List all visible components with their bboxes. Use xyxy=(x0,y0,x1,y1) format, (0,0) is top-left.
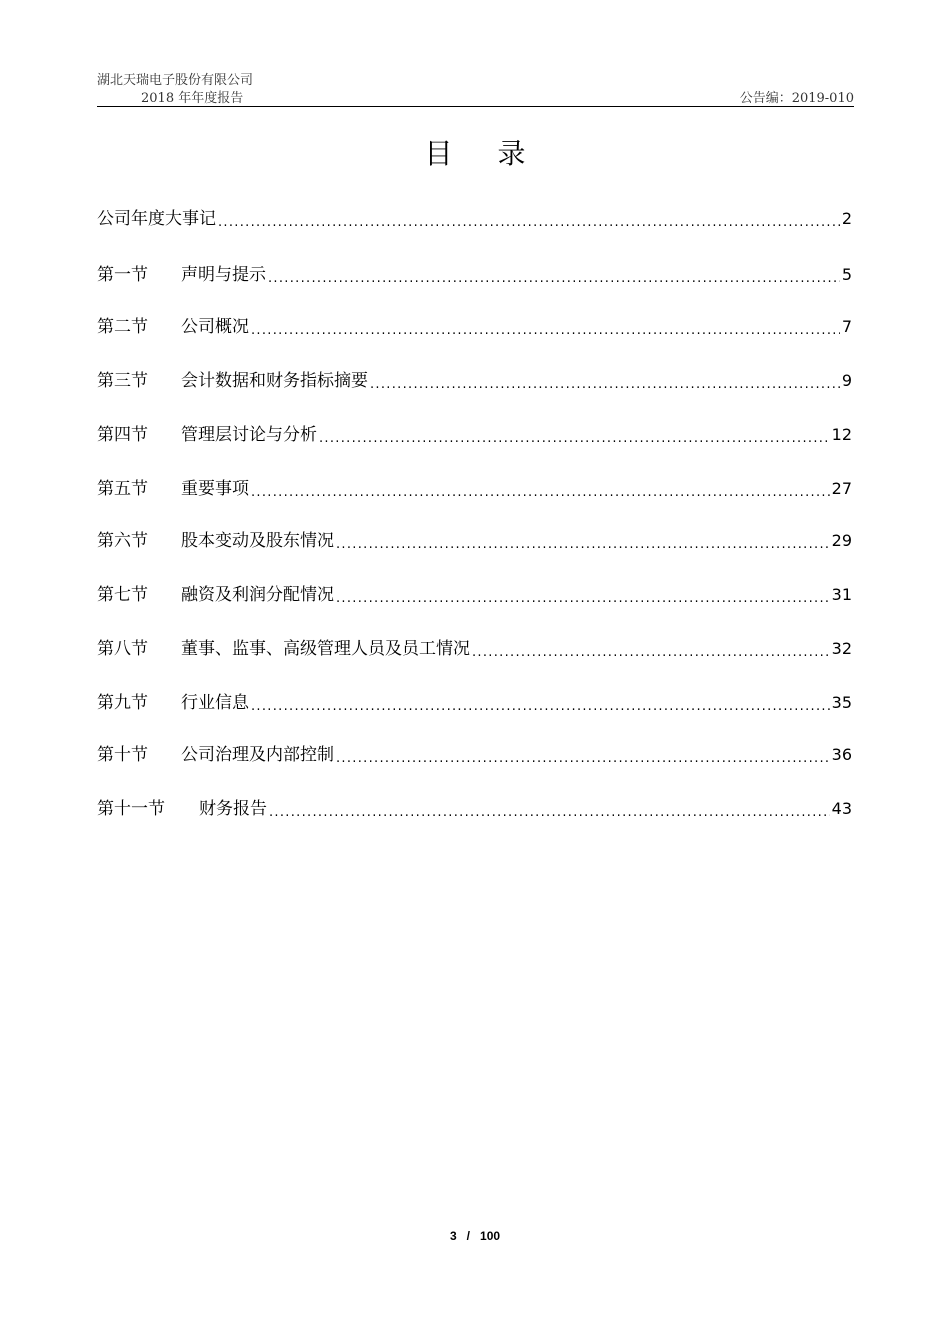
toc-section-number: 第六节 xyxy=(97,531,148,551)
page-separator: / xyxy=(466,1229,470,1243)
toc-entry[interactable] xyxy=(97,476,852,502)
toc-leader-dots xyxy=(251,690,830,716)
toc-section-title: 重要事项 xyxy=(181,479,249,499)
toc-leader-dots xyxy=(251,314,840,340)
toc-entry[interactable] xyxy=(97,206,852,232)
toc-page-number: 29 xyxy=(831,531,852,550)
toc-section-number: 第九节 xyxy=(97,693,148,713)
toc-page-number: 9 xyxy=(841,371,852,390)
page-title: 目 录 xyxy=(424,137,544,170)
toc-page-number: 27 xyxy=(831,479,852,498)
toc-entry[interactable] xyxy=(97,742,852,768)
toc-section-number: 第八节 xyxy=(97,639,148,659)
toc-entry[interactable] xyxy=(97,422,852,448)
total-page-count: 100 xyxy=(480,1229,501,1243)
toc-section-number: 第十节 xyxy=(97,745,148,765)
toc-section-number: 第五节 xyxy=(97,479,148,499)
toc-section-number: 第七节 xyxy=(97,585,148,605)
toc-page-number: 32 xyxy=(831,639,852,658)
toc-section-number: 第一节 xyxy=(97,265,148,285)
toc-entry[interactable] xyxy=(97,690,852,716)
toc-page-number: 31 xyxy=(831,585,852,604)
current-page-number: 3 xyxy=(449,1229,457,1243)
toc-section-number: 第十一节 xyxy=(97,799,165,819)
toc-leader-dots xyxy=(336,528,830,554)
toc-leader-dots xyxy=(269,796,830,822)
toc-page-number: 2 xyxy=(841,209,852,228)
company-name: 湖北天瑞电子股份有限公司 xyxy=(97,73,254,88)
toc-section-title: 公司年度大事记 xyxy=(97,209,216,229)
toc-section-title: 声明与提示 xyxy=(181,265,266,285)
toc-section-title: 融资及利润分配情况 xyxy=(181,585,334,605)
page-header xyxy=(97,66,854,107)
toc-section-title: 财务报告 xyxy=(199,799,267,819)
toc-page-number: 5 xyxy=(841,265,852,284)
toc-section-title: 行业信息 xyxy=(181,693,249,713)
toc-section-title: 股本变动及股东情况 xyxy=(181,531,334,551)
toc-leader-dots xyxy=(472,636,830,662)
toc-page-number: 36 xyxy=(831,745,852,764)
toc-page-number: 43 xyxy=(831,799,852,818)
toc-section-number: 第四节 xyxy=(97,425,148,445)
toc-leader-dots xyxy=(218,206,840,232)
toc-page-number: 7 xyxy=(841,317,852,336)
report-title: 2018 年年度报告 xyxy=(141,91,244,106)
page-footer xyxy=(0,1229,950,1243)
toc-section-number: 第二节 xyxy=(97,317,148,337)
toc-leader-dots xyxy=(336,742,830,768)
toc-section-title: 公司概况 xyxy=(181,317,249,337)
toc-page-number: 35 xyxy=(831,693,852,712)
toc-leader-dots xyxy=(268,262,840,288)
toc-page-number: 12 xyxy=(831,425,852,444)
toc-entry[interactable] xyxy=(97,368,852,394)
toc-entry[interactable] xyxy=(97,262,852,288)
toc-leader-dots xyxy=(370,368,840,394)
toc-entry[interactable] xyxy=(97,314,852,340)
toc-section-title: 会计数据和财务指标摘要 xyxy=(181,371,368,391)
toc-entry[interactable] xyxy=(97,528,852,554)
toc-section-title: 董事、监事、高级管理人员及员工情况 xyxy=(181,639,470,659)
toc-entry[interactable] xyxy=(97,796,852,822)
toc-section-title: 公司治理及内部控制 xyxy=(181,745,334,765)
toc-leader-dots xyxy=(336,582,830,608)
toc-leader-dots xyxy=(251,476,830,502)
toc-leader-dots xyxy=(319,422,830,448)
notice-number: 公告编：2019-010 xyxy=(739,91,854,106)
toc-entry[interactable] xyxy=(97,582,852,608)
toc-section-number: 第三节 xyxy=(97,371,148,391)
toc-entry[interactable] xyxy=(97,636,852,662)
toc-section-title: 管理层讨论与分析 xyxy=(181,425,317,445)
